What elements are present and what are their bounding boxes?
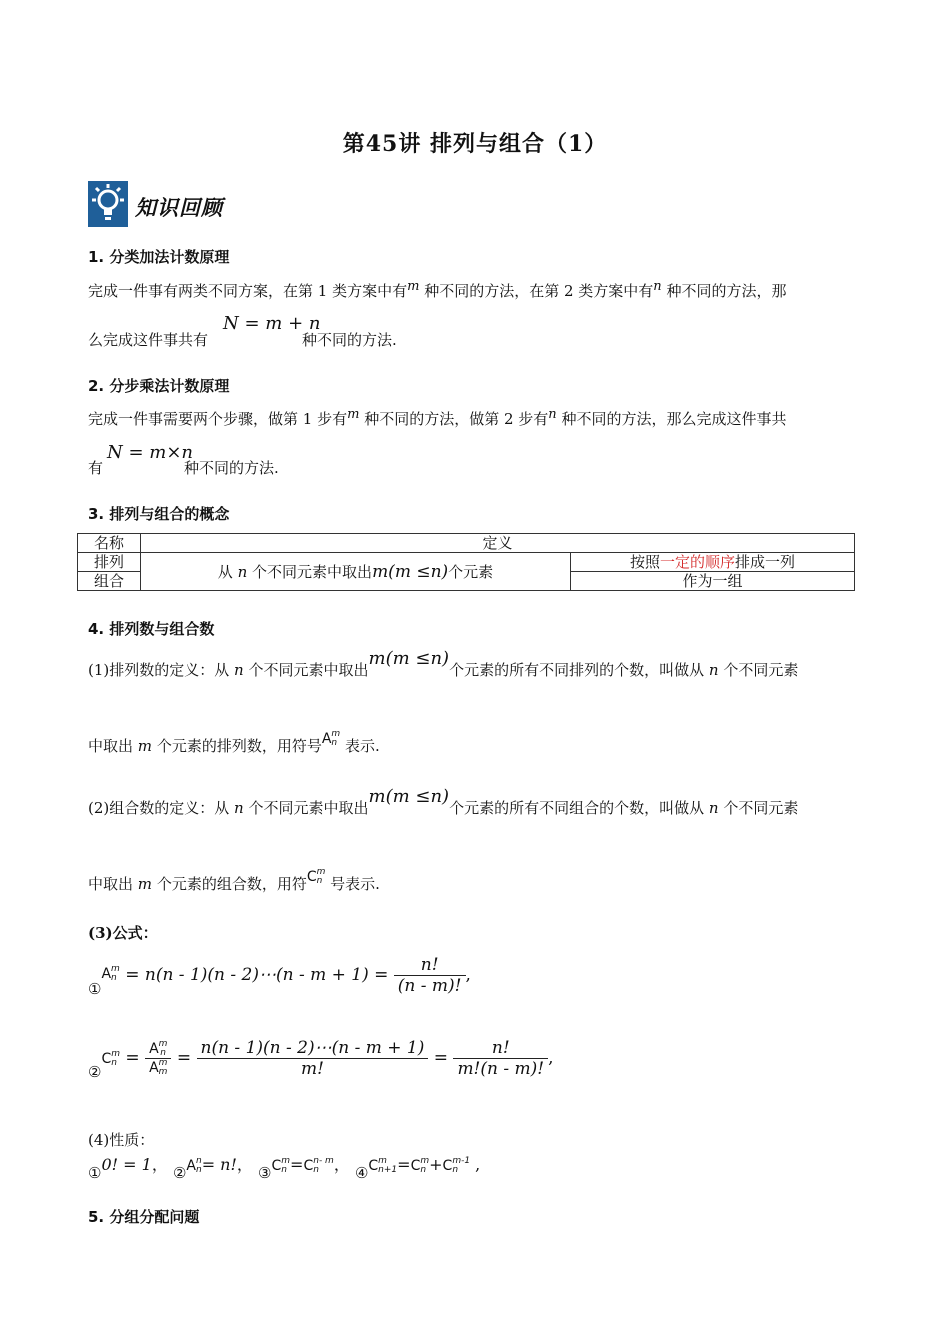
section-1-heading: 1. 分类加法计数原理 [88, 248, 230, 266]
table-header-name: 名称 [78, 534, 141, 553]
section-3-heading: 3. 排列与组合的概念 [88, 505, 230, 523]
section-2-line1: 完成一件事需要两个步骤，做第 1 步有$^m$ 种不同的方法，做第 2 步有$^n$ 种不同的方法，那么完成这件事共 [88, 407, 787, 428]
table-cell-def: 作为一组 [571, 572, 855, 591]
properties-line: ①0! = 1， ②A n n = n!， ③C m n =C n- m n ， ④C m n+1 =C m n +C m-1 n , [88, 1155, 481, 1182]
comb-symbol: C m n [306, 867, 326, 886]
page-title: 第45讲 排列与组合（1） [342, 131, 608, 157]
table-row [78, 553, 855, 572]
perm-def-line2: 中取出 m 个元素的排列数，用符号A m n 表示. [88, 729, 380, 755]
formula-product: N = m×n [107, 442, 194, 463]
table-cell-name: 组合 [78, 572, 141, 591]
section-2-line2-text: 有 [88, 459, 104, 477]
formula-heading: (3)公式： [88, 924, 158, 942]
properties-heading: (4)性质： [88, 1131, 155, 1149]
perm-def-line1: (1)排列数的定义：从 n 个不同元素中取出m(m ≤n)个元素的所有不同排列的个数，叫做从 n 个不同元素 [88, 648, 799, 679]
section-1-line2-end: 种不同的方法. [302, 331, 397, 349]
comb-def-line2: 中取出 m 个元素的组合数，用符C m n 号表示. [88, 867, 380, 893]
table-cell-def: 按照一定的顺序排成一列 [571, 553, 855, 572]
formula-comb: ②C m n = A m n A m m = $\frac{n(n - 1)(n - 2)\cdots(n - m + 1)}{m!}$ = $\frac{n!}{m!(n - m)!}$ , [88, 1038, 554, 1081]
table-header-row [78, 534, 855, 553]
section-4-heading: 4. 排列数与组合数 [88, 620, 215, 638]
perm-symbol: A m n [321, 729, 341, 748]
definition-table [77, 533, 855, 591]
section-2-heading: 2. 分步乘法计数原理 [88, 377, 230, 395]
table-cell-name: 排列 [78, 553, 141, 572]
formula-sum: N = m + n [223, 313, 321, 334]
lightbulb-icon [88, 181, 128, 227]
formula-perm: ①A m n = n(n - 1)(n - 2)⋯(n - m + 1) = $\frac{n!}{(n - m)!}$ , [88, 955, 471, 998]
section-1-line1: 完成一件事有两类不同方案，在第 1 类方案中有$^m$ 种不同的方法，在第 2 类方案中有$^n$ 种不同的方法，那 [88, 279, 787, 300]
section-2-line2-end: 种不同的方法. [184, 459, 279, 477]
table-header-def: 定义 [141, 534, 855, 553]
section-5-heading: 5. 分组分配问题 [88, 1208, 200, 1226]
section-1-line2-text: 么完成这件事共有 [88, 331, 209, 349]
comb-def-line1: (2)组合数的定义：从 n 个不同元素中取出m(m ≤n)个元素的所有不同组合的个数，叫做从 n 个不同元素 [88, 786, 799, 817]
section-banner: 知识回顾 [135, 196, 223, 220]
table-cell-shared-def: 从 n 个不同元素中取出m(m ≤n)个元素 [141, 553, 571, 591]
